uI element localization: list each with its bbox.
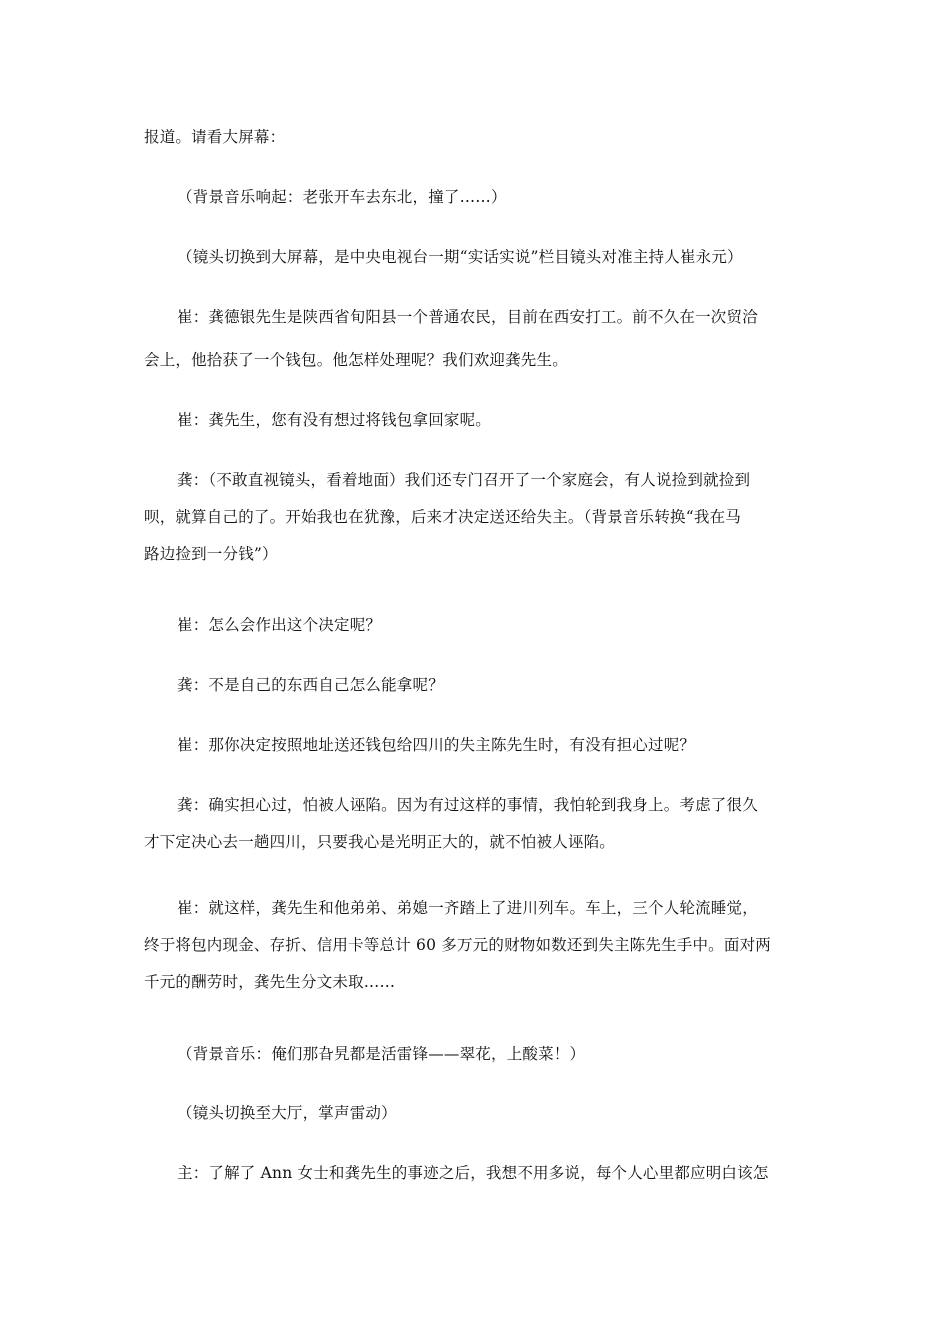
paragraph bbox=[144, 1040, 585, 1069]
paragraph bbox=[144, 791, 758, 857]
paragraph bbox=[144, 731, 695, 760]
paragraph-line: （镜头切换至大厅，掌声雷动） bbox=[177, 1104, 397, 1122]
paragraph bbox=[144, 406, 491, 435]
paragraph bbox=[144, 183, 507, 212]
paragraph bbox=[144, 123, 285, 152]
paragraph bbox=[144, 1099, 397, 1128]
paragraph-line: 呗，就算自己的了。开始我也在犹豫，后来才决定送还给失主。（背景音乐转换“我在马 bbox=[144, 508, 741, 526]
paragraph-line: （背景音乐：俺们那旮旯都是活雷锋——翠花，上酸菜！） bbox=[177, 1045, 586, 1063]
paragraph-line: 主：了解了 Ann 女士和龚先生的事迹之后，我想不用多说，每个人心里都应明白该怎 bbox=[177, 1164, 769, 1182]
paragraph bbox=[144, 1159, 769, 1188]
paragraph-line: 终于将包内现金、存折、信用卡等总计 60 多万元的财物如数还到失主陈先生手中。面对两 bbox=[144, 936, 771, 954]
paragraph-line: 千元的酬劳时，龚先生分文未取…… bbox=[144, 973, 396, 991]
paragraph-line: 会上，他拾获了一个钱包。他怎样处理呢？我们欢迎龚先生。 bbox=[144, 351, 568, 369]
paragraph-line: 报道。请看大屏幕： bbox=[144, 128, 286, 146]
paragraph bbox=[144, 611, 381, 640]
paragraph bbox=[144, 894, 771, 997]
paragraph-line: 崔：龚先生，您有没有想过将钱包拿回家呢。 bbox=[177, 411, 492, 429]
paragraph-line: 崔：怎么会作出这个决定呢？ bbox=[177, 616, 382, 634]
paragraph-line: 崔：龚德银先生是陕西省旬阳县一个普通农民，目前在西安打工。前不久在一次贸洽 bbox=[177, 308, 758, 326]
paragraph-line: 崔：就这样，龚先生和他弟弟、弟媳一齐踏上了进川列车。车上，三个人轮流睡觉， bbox=[177, 899, 758, 917]
paragraph-line: 路边捡到一分钱”） bbox=[144, 545, 278, 563]
paragraph bbox=[144, 466, 750, 569]
paragraph-line: 龚：不是自己的东西自己怎么能拿呢？ bbox=[177, 676, 444, 694]
paragraph-line: 才下定决心去一趟四川，只要我心是光明正大的，就不怕被人诬陷。 bbox=[144, 833, 616, 851]
paragraph bbox=[144, 243, 743, 272]
paragraph bbox=[144, 303, 758, 375]
paragraph-line: 龚：确实担心过，怕被人诬陷。因为有过这样的事情，我怕轮到我身上。考虑了很久 bbox=[177, 796, 758, 814]
paragraph-line: （镜头切换到大屏幕，是中央电视台一期“实话实说”栏目镜头对准主持人崔永元） bbox=[177, 248, 743, 266]
paragraph-line: （背景音乐响起：老张开车去东北，撞了……） bbox=[177, 188, 507, 206]
paragraph-line: 龚：（不敢直视镜头，看着地面）我们还专门召开了一个家庭会，有人说捡到就捡到 bbox=[177, 471, 751, 489]
paragraph bbox=[144, 671, 444, 700]
paragraph-line: 崔：那你决定按照地址送还钱包给四川的失主陈先生时，有没有担心过呢？ bbox=[177, 736, 696, 754]
